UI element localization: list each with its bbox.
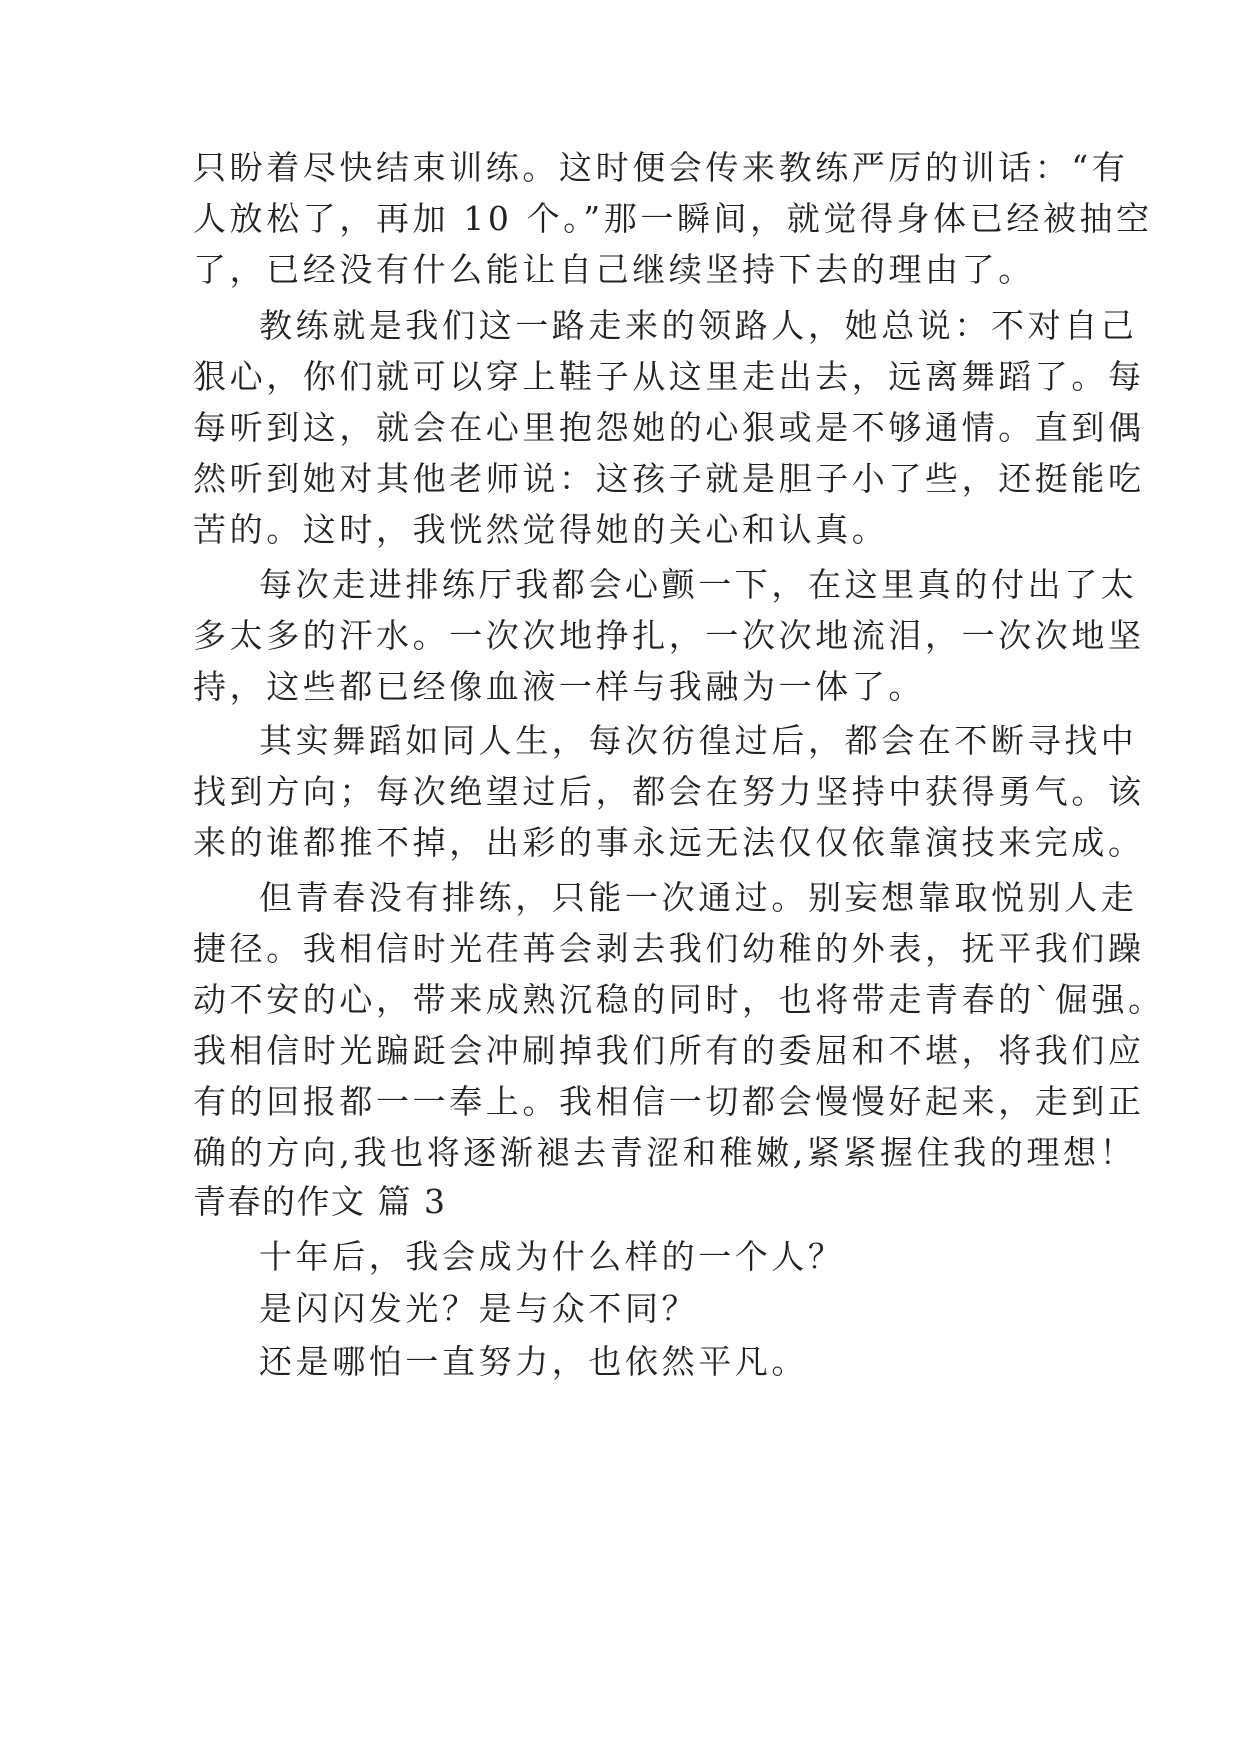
text-line: 人放松了，再加 10 个。”那一瞬间，就觉得身体已经被抽空 <box>193 199 1153 238</box>
text-line: 苦的。这时，我恍然觉得她的关心和认真。 <box>193 510 889 549</box>
paragraph-first-line: 是闪闪发光？是与众不同？ <box>259 1289 699 1328</box>
text-line: 只盼着尽快结束训练。这时便会传来教练严厉的训话：“有 <box>193 148 1129 187</box>
text-line: 来的谁都推不掉，出彩的事永远无法仅仅依靠演技来完成。 <box>193 823 1145 862</box>
text-line: 有的回报都一一奉上。我相信一切都会慢慢好起来，走到正 <box>193 1082 1145 1121</box>
paragraph-first-line: 教练就是我们这一路走来的领路人，她总说：不对自己 <box>259 306 1138 345</box>
text-line: 找到方向；每次绝望过后，都会在努力坚持中获得勇气。该 <box>193 772 1145 811</box>
paragraph-first-line: 但青春没有排练，只能一次通过。别妄想靠取悦别人走 <box>259 878 1138 917</box>
text-line: 确的方向,我也将逐渐褪去青涩和稚嫩,紧紧握住我的理想！ <box>193 1133 1137 1172</box>
text-line: 然听到她对其他老师说：这孩子就是胆子小了些，还挺能吃 <box>193 459 1145 498</box>
paragraph-first-line: 还是哪怕一直努力，也依然平凡。 <box>259 1342 808 1381</box>
text-line: 动不安的心，带来成熟沉稳的同时，也将带走青春的`倔强。 <box>193 980 1165 1019</box>
text-line: 我相信时光蹁跹会冲刷掉我们所有的委屈和不堪，将我们应 <box>193 1031 1145 1070</box>
paragraph-first-line: 其实舞蹈如同人生，每次彷徨过后，都会在不断寻找中 <box>259 721 1138 760</box>
text-line: 捷径。我相信时光荏苒会剥去我们幼稚的外表，抚平我们躁 <box>193 929 1145 968</box>
text-line: 多太多的汗水。一次次地挣扎，一次次地流泪，一次次地坚 <box>193 616 1145 655</box>
section-heading: 青春的作文 篇 3 <box>193 1182 447 1221</box>
text-line: 每听到这，就会在心里抱怨她的心狠或是不够通情。直到偶 <box>193 408 1145 447</box>
paragraph-first-line: 每次走进排练厅我都会心颤一下，在这里真的付出了太 <box>259 565 1138 604</box>
paragraph-first-line: 十年后，我会成为什么样的一个人？ <box>259 1237 845 1276</box>
text-line: 持，这些都已经像血液一样与我融为一体了。 <box>193 667 925 706</box>
text-line: 了，已经没有什么能让自己继续坚持下去的理由了。 <box>193 250 1035 289</box>
text-line: 狠心，你们就可以穿上鞋子从这里走出去，远离舞蹈了。每 <box>193 357 1145 396</box>
